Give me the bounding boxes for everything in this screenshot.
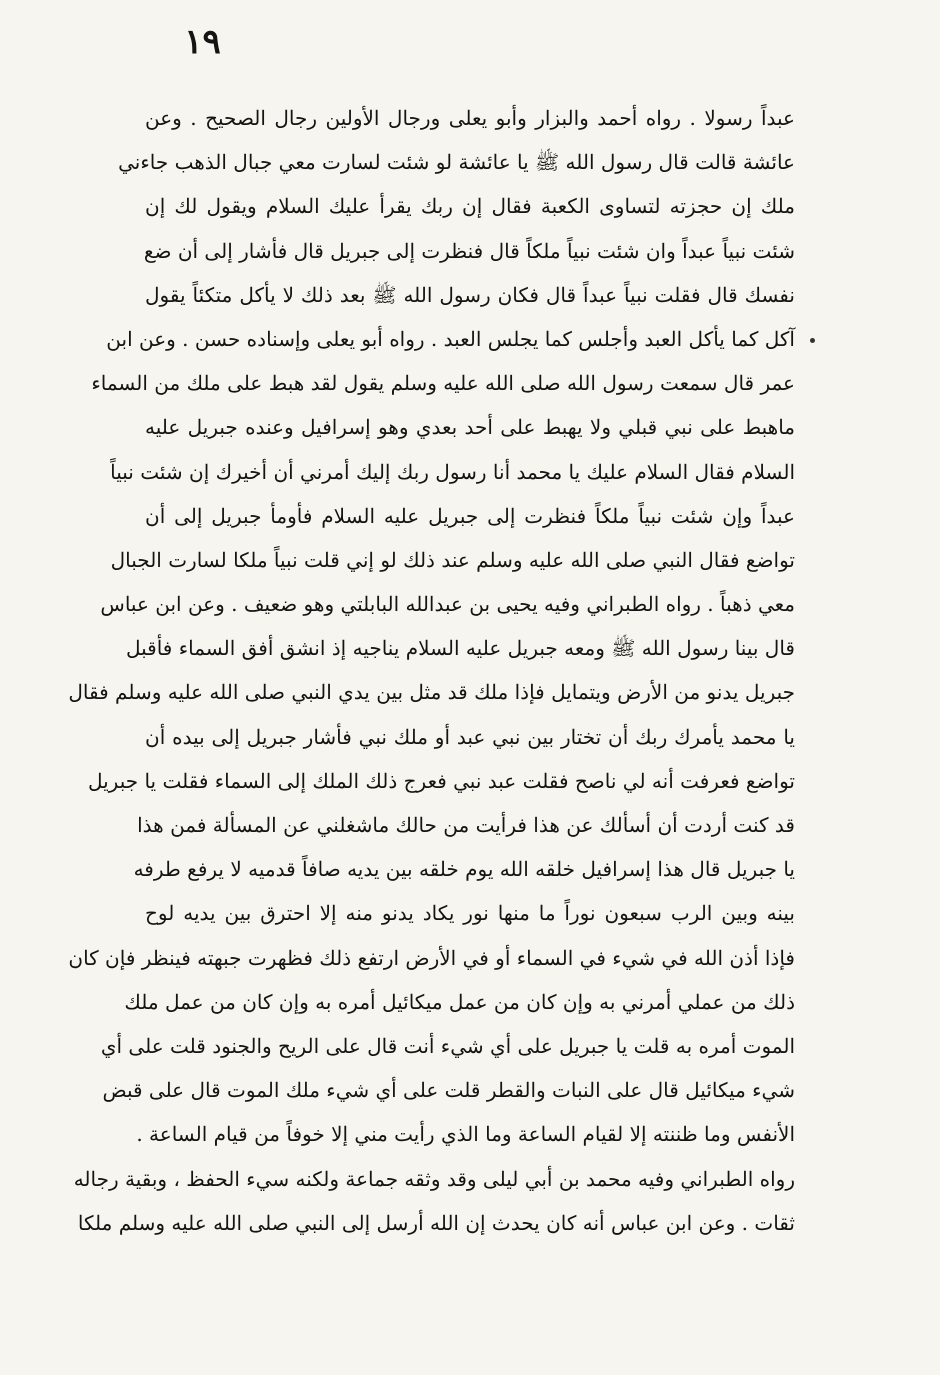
text-line: ذلك من عملي أمرني به وإن كان من عمل ميكائيل أمره به وإن كان من عمل ملك [124,989,795,1014]
text-line: تواضع فقال النبي صلى الله عليه وسلم عند ذلك لو إني قلت نبياً ملكا لسارت الجبال [110,547,795,572]
text-line: عمر قال سمعت رسول الله صلى الله عليه وسلم يقول لقد هبط على ملك من السماء [91,371,795,396]
text-line: فإذا أذن الله في شيء في السماء أو في الأرض ارتفع ذلك فظهرت جبهته فينظر فإن كان [68,945,795,970]
text-line: عائشة قالت قال رسول الله ﷺ يا عائشة لو شئت لسارت معي جبال الذهب جاءني [118,150,795,175]
text-line: السلام فقال السلام عليك يا محمد أنا رسول ربك إليك أمرني أن أخيرك إن شئت نبياً [110,459,795,484]
margin-dot [810,338,815,343]
text-line: ملك إن حجزته لتساوى الكعبة فقال إن ربك يقرأ عليك السلام ويقول لك إن [145,194,795,219]
text-line: ثقات . وعن ابن عباس أنه كان يحدث إن الله أرسل إلى النبي صلى الله عليه وسلم ملكا [77,1210,795,1235]
text-line: آكل كما يأكل العبد وأجلس كما يجلس العبد . رواه أبو يعلى وإسناده حسن . وعن ابن [106,326,795,351]
text-line: رواه الطبراني وفيه محمد بن أبي ليلى وقد وثقه جماعة ولكنه سيء الحفظ ، وبقية رجاله [73,1166,795,1191]
text-line: بينه وبين الرب سبعون نوراً ما منها نور يكاد يدنو منه إلا احترق بين يديه لوح [145,901,795,926]
text-line: شيء ميكائيل قال على النبات والقطر قلت على أي شيء ملك الموت قال على قبض [102,1078,795,1103]
text-line: تواضع فعرفت أنه لي ناصح فقلت عبد نبي فعرج ذلك الملك إلى السماء فقلت يا جبريل [87,768,795,793]
page-number: ١٩ [184,22,221,62]
text-line: الأنفس وما ظننته إلا لقيام الساعة وما الذي رأيت مني إلا خوفاً من قيام الساعة . [136,1122,795,1147]
text-line: قد كنت أردت أن أسألك عن هذا فرأيت من حالك ماشغلني عن المسألة فمن هذا [137,813,795,837]
text-line: يا جبريل قال هذا إسرافيل خلقه الله يوم خلقه بين يديه صافاً قدميه لا يرفع طرفه [133,857,795,882]
text-line: معي ذهباً . رواه الطبراني وفيه يحيى بن عبدالله البابلتي وهو ضعيف . وعن ابن عباس [100,592,795,617]
text-line: قال بينا رسول الله ﷺ ومعه جبريل عليه السلام يناجيه إذ انشق أفق السماء فأقبل [125,636,795,661]
body-text [68,96,795,1245]
text-line: عبداً رسولا . رواه أحمد والبزار وأبو يعلى ورجال الأولين رجال الصحيح . وعن [145,106,795,130]
text-line: شئت نبياً عبداً وان شئت نبياً ملكاً قال فنظرت إلى جبريل قال فأشار إلى أن ضع [143,238,795,263]
text-line: جبريل يدنو من الأرض ويتمايل فإذا ملك قد مثل بين يدي النبي صلى الله عليه وسلم فقال [68,680,795,705]
text-line: نفسك قال فقلت نبياً عبداً قال فكان رسول الله ﷺ بعد ذلك لا يأكل متكئاً يقول [145,282,795,307]
text-line: ماهبط على نبي قبلي ولا يهبط على أحد بعدي وهو إسرافيل وعنده جبريل عليه [145,415,795,440]
text-line: عبداً وإن شئت نبياً ملكاً فنظرت إلى جبريل عليه السلام فأومأ جبريل إلى أن [145,503,795,528]
text-line: يا محمد يأمرك ربك أن تختار بين نبي عبد أو ملك نبي فأشار جبريل إلى بيده أن [145,724,795,749]
text-line: الموت أمره به قلت يا جبريل على أي شيء أنت قال على الريح والجنود قلت على أي [100,1033,795,1058]
